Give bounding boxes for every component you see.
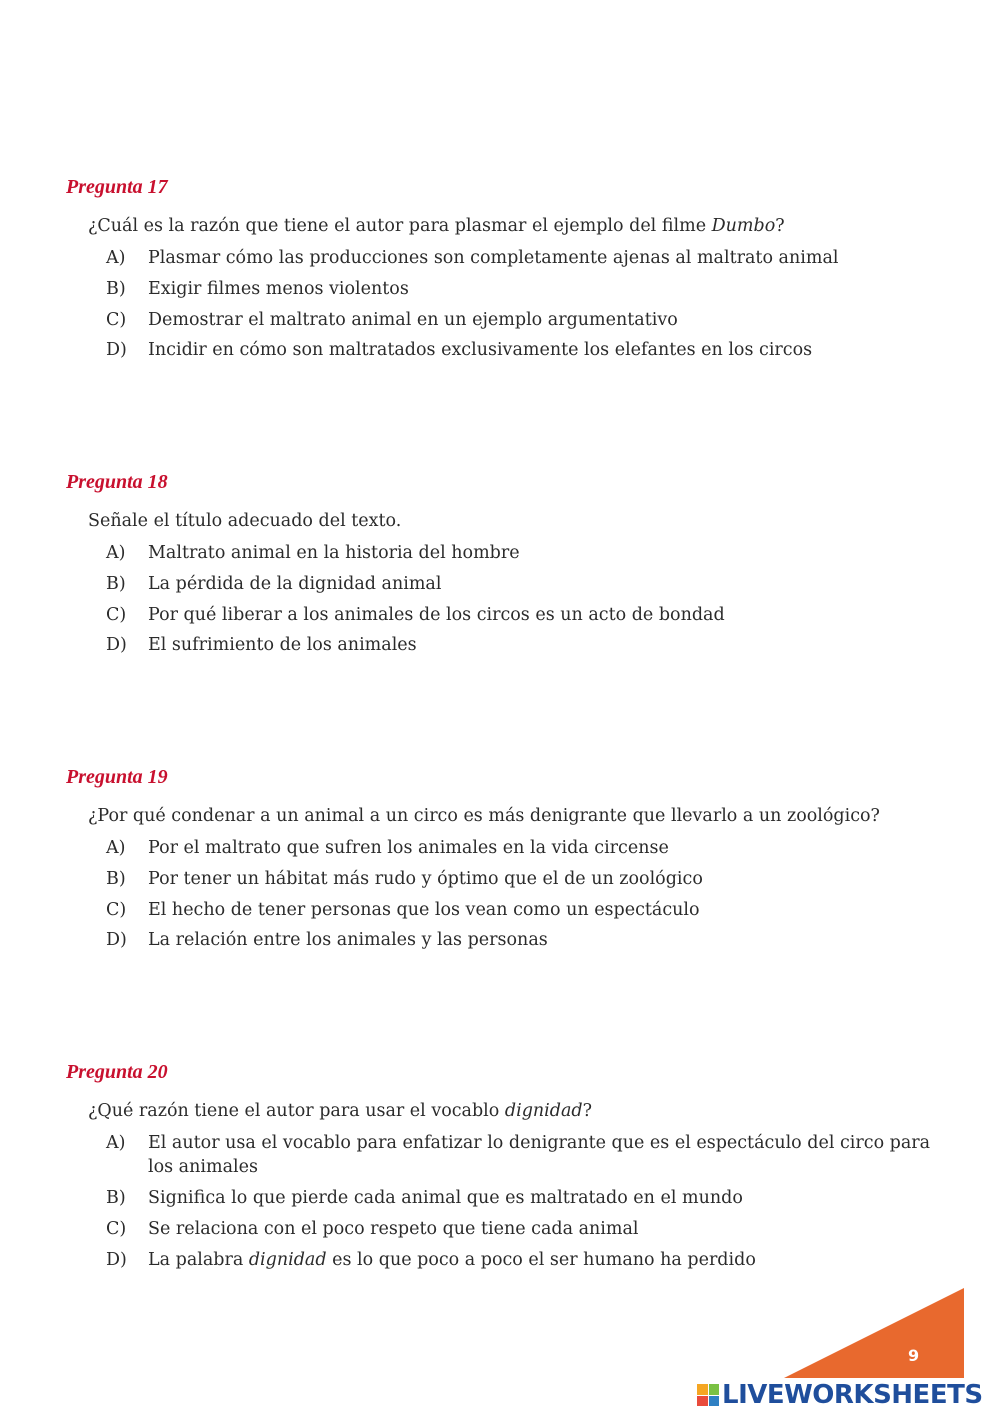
- option-b[interactable]: [106, 1186, 946, 1210]
- option-letter: C): [106, 1219, 127, 1239]
- option-letter: D): [106, 340, 127, 360]
- liveworksheets-logo[interactable]: [697, 1378, 983, 1412]
- option-letter: A): [106, 1133, 126, 1153]
- option-text: Por el maltrato que sufren los animales en la vida circense: [148, 838, 669, 858]
- option-text: El hecho de tener personas que los vean como un espectáculo: [148, 900, 700, 920]
- option-text: Por tener un hábitat más rudo y óptimo que el de un zoológico: [148, 869, 703, 889]
- option-d[interactable]: [106, 928, 946, 952]
- option-a[interactable]: [106, 541, 946, 565]
- question-title: Pregunta 19: [66, 766, 168, 788]
- page-number: 9: [908, 1346, 920, 1365]
- option-letter: A): [106, 543, 126, 563]
- option-text: La relación entre los animales y las personas: [148, 930, 548, 950]
- option-letter: A): [106, 838, 126, 858]
- option-letter: B): [106, 1188, 126, 1208]
- option-b[interactable]: [106, 867, 946, 891]
- option-letter: D): [106, 1250, 127, 1270]
- option-text: Maltrato animal en la historia del hombre: [148, 543, 520, 563]
- option-text: Se relaciona con el poco respeto que tiene cada animal: [148, 1219, 639, 1239]
- option-text: Exigir filmes menos violentos: [148, 279, 409, 299]
- option-c[interactable]: [106, 308, 946, 332]
- option-text: Incidir en cómo son maltratados exclusivamente los elefantes en los circos: [148, 340, 813, 360]
- option-text: Plasmar cómo las producciones son completamente ajenas al maltrato animal: [148, 248, 839, 268]
- option-text: Por qué liberar a los animales de los circos es un acto de bondad: [148, 605, 725, 625]
- question-prompt: ¿Por qué condenar a un animal a un circo es más denigrante que llevarlo a un zoológico?: [88, 806, 880, 826]
- option-a[interactable]: [106, 1131, 946, 1179]
- option-letter: C): [106, 605, 127, 625]
- question-prompt: ¿Qué razón tiene el autor para usar el vocablo dignidad?: [88, 1101, 592, 1121]
- option-letter: D): [106, 930, 127, 950]
- question-title: Pregunta 18: [66, 471, 168, 493]
- option-a[interactable]: [106, 836, 946, 860]
- option-a[interactable]: [106, 246, 946, 270]
- option-c[interactable]: [106, 603, 946, 627]
- option-c[interactable]: [106, 898, 946, 922]
- option-letter: C): [106, 310, 127, 330]
- option-text: La palabra dignidad es lo que poco a poco el ser humano ha perdido: [148, 1250, 756, 1270]
- brand-name: LIVEWORKSHEETS: [722, 1380, 983, 1410]
- option-text: El sufrimiento de los animales: [148, 635, 417, 655]
- option-text: Significa lo que pierde cada animal que es maltratado en el mundo: [148, 1188, 743, 1208]
- option-letter: B): [106, 574, 126, 594]
- option-d[interactable]: [106, 1248, 946, 1272]
- option-d[interactable]: [106, 338, 946, 362]
- liveworksheets-icon: [697, 1384, 719, 1406]
- option-text: Demostrar el maltrato animal en un ejemplo argumentativo: [148, 310, 678, 330]
- option-text: El autor usa el vocablo para enfatizar lo denigrante que es el espectáculo del circo para los animales: [148, 1133, 931, 1177]
- question-prompt: Señale el título adecuado del texto.: [88, 511, 402, 531]
- option-letter: A): [106, 248, 126, 268]
- option-d[interactable]: [106, 633, 946, 657]
- question-title: Pregunta 20: [66, 1061, 168, 1083]
- option-b[interactable]: [106, 277, 946, 301]
- option-c[interactable]: [106, 1217, 946, 1241]
- question-title: Pregunta 17: [66, 176, 168, 198]
- option-b[interactable]: [106, 572, 946, 596]
- option-letter: C): [106, 900, 127, 920]
- option-letter: B): [106, 279, 126, 299]
- page-corner-triangle: [784, 1288, 964, 1378]
- option-text: La pérdida de la dignidad animal: [148, 574, 442, 594]
- option-letter: B): [106, 869, 126, 889]
- option-letter: D): [106, 635, 127, 655]
- question-prompt: ¿Cuál es la razón que tiene el autor para plasmar el ejemplo del filme Dumbo?: [88, 216, 785, 236]
